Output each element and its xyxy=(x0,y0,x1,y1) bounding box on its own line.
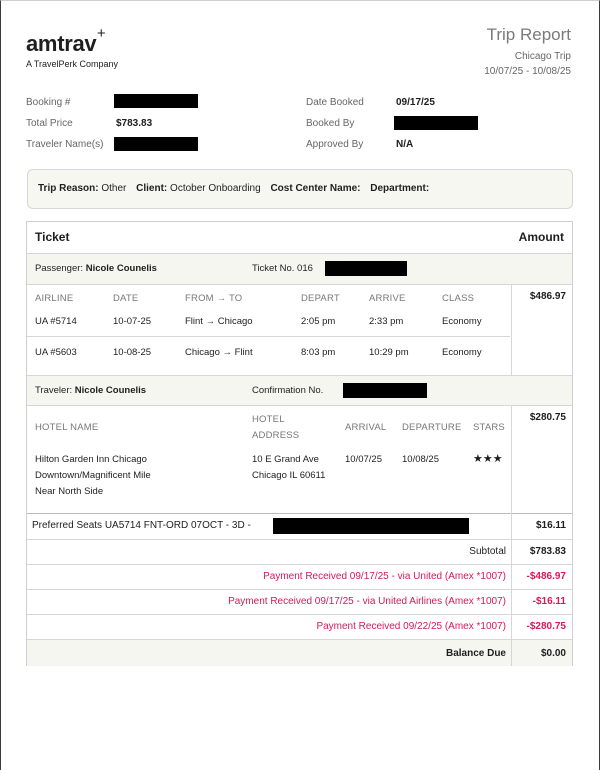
traveler-row xyxy=(27,376,572,405)
traveler-names-label: Traveler Name(s) xyxy=(26,139,104,150)
ticket-column-header: Ticket xyxy=(35,230,70,244)
leg-class: Economy xyxy=(442,347,482,358)
trip-reason-label: Trip Reason: xyxy=(38,183,99,194)
col-hotel-name: HOTEL NAME xyxy=(35,422,99,433)
hotel-name-line1: Hilton Garden Inn Chicago xyxy=(35,454,147,465)
payment-amount: -$280.75 xyxy=(526,621,566,632)
divider xyxy=(511,513,512,666)
seats-redacted xyxy=(273,518,469,534)
col-airline: AIRLINE xyxy=(35,293,74,304)
amtrav-logo xyxy=(26,25,119,69)
balance-due-label: Balance Due xyxy=(445,648,506,659)
ticket-number-label: Ticket No. 016 xyxy=(252,263,313,274)
client-label: Client: xyxy=(136,183,168,194)
leg-depart: 2:05 pm xyxy=(301,316,336,327)
department-label: Department: xyxy=(370,183,430,194)
leg-arrive: 2:33 pm xyxy=(369,316,404,327)
traveler-name: Nicole Counelis xyxy=(74,385,147,396)
divider xyxy=(27,405,572,406)
date-booked-label: Date Booked xyxy=(306,97,364,108)
hotel-address-line2: Chicago IL 60611 xyxy=(252,470,326,481)
leg-airline: UA #5603 xyxy=(35,347,77,358)
payment-line: Payment Received 09/17/25 - via United (Amex *1007) xyxy=(263,571,506,582)
passenger-label: Passenger: Nicole Counelis xyxy=(35,263,157,274)
col-arrive: ARRIVE xyxy=(369,293,406,304)
col-from-to: FROM → TO xyxy=(185,293,243,304)
divider xyxy=(27,284,572,285)
amount-column-header: Amount xyxy=(518,230,564,244)
leg-route: Chicago → Flint xyxy=(185,347,253,358)
divider xyxy=(511,284,512,376)
traveler-names-redacted xyxy=(114,137,198,151)
booking-meta-left xyxy=(26,97,286,157)
passenger-name: Nicole Counelis xyxy=(85,263,157,274)
payment-amount: -$486.97 xyxy=(526,571,566,582)
client-value: October Onboarding xyxy=(170,183,261,194)
col-stars: STARS xyxy=(473,422,505,433)
col-hotel-address-line2: ADDRESS xyxy=(252,430,300,441)
divider xyxy=(27,564,572,565)
ticket-number-redacted xyxy=(325,261,407,276)
leg-class: Economy xyxy=(442,316,482,327)
hotel-amount: $280.75 xyxy=(529,412,566,423)
star-rating-icon: ★★★ xyxy=(473,453,503,465)
approved-by-value: N/A xyxy=(396,139,414,150)
col-depart: DEPART xyxy=(301,293,340,304)
report-title: Trip Report xyxy=(486,25,571,44)
booked-by-redacted xyxy=(394,116,478,130)
hotel-name-line2: Downtown/Magnificent Mile xyxy=(35,470,151,481)
divider xyxy=(27,513,572,514)
hotel-address-line1: 10 E Grand Ave xyxy=(252,454,319,465)
leg-depart: 8:03 pm xyxy=(301,347,336,358)
leg-route: Flint → Chicago xyxy=(185,316,253,327)
booking-number-redacted xyxy=(114,94,198,108)
trip-date-range: 10/07/25 - 10/08/25 xyxy=(484,66,571,77)
confirmation-label: Confirmation No. xyxy=(252,385,324,396)
balance-due-amount: $0.00 xyxy=(540,648,566,659)
confirmation-number-redacted xyxy=(343,383,427,398)
col-date: DATE xyxy=(113,293,139,304)
payment-amount: -$16.11 xyxy=(532,596,566,607)
cost-center-label: Cost Center Name: xyxy=(270,183,361,194)
total-price-label: Total Price xyxy=(26,118,73,129)
booking-meta-right xyxy=(306,97,566,157)
hotel-name-line3: Near North Side xyxy=(35,486,104,497)
col-hotel-address-line1: HOTEL xyxy=(252,414,285,425)
flight-amount: $486.97 xyxy=(529,291,566,302)
divider xyxy=(27,589,572,590)
divider xyxy=(27,336,510,337)
leg-arrive: 10:29 pm xyxy=(369,347,409,358)
col-class: CLASS xyxy=(442,293,475,304)
payment-line: Payment Received 09/17/25 - via United Airlines (Amex *1007) xyxy=(228,596,506,607)
trip-reason-box xyxy=(27,169,573,209)
trip-name: Chicago Trip xyxy=(514,51,571,62)
preferred-seats-text: Preferred Seats UA5714 FNT-ORD 07OCT - 3D - xyxy=(32,520,251,531)
booking-number-label: Booking # xyxy=(26,97,71,108)
balance-row xyxy=(27,640,572,666)
logo-plus-icon: + xyxy=(96,25,106,42)
col-arrival: ARRIVAL xyxy=(345,422,387,433)
logo-wordmark xyxy=(26,25,106,57)
charges-table xyxy=(26,221,573,666)
divider xyxy=(27,614,572,615)
trip-reason-value: Other xyxy=(101,183,127,194)
approved-by-label: Approved By xyxy=(306,139,364,150)
logo-tagline: A TravelPerk Company xyxy=(26,59,119,69)
hotel-departure: 10/08/25 xyxy=(402,454,439,465)
passenger-row xyxy=(27,254,572,284)
col-departure: DEPARTURE xyxy=(402,422,462,433)
payment-line: Payment Received 09/22/25 (Amex *1007) xyxy=(316,621,506,632)
logo-word-text: amtrav xyxy=(26,31,97,56)
hotel-arrival: 10/07/25 xyxy=(345,454,382,465)
traveler-label: Traveler: Nicole Counelis xyxy=(35,385,147,396)
booked-by-label: Booked By xyxy=(306,118,355,129)
total-price-value: $783.83 xyxy=(116,118,153,129)
subtotal-label: Subtotal xyxy=(469,546,506,557)
date-booked-value: 09/17/25 xyxy=(396,97,435,108)
divider xyxy=(27,539,572,540)
leg-date: 10-08-25 xyxy=(113,347,152,358)
leg-airline: UA #5714 xyxy=(35,316,77,327)
divider xyxy=(511,405,512,513)
leg-date: 10-07-25 xyxy=(113,316,152,327)
seats-amount: $16.11 xyxy=(535,520,566,531)
subtotal-amount: $783.83 xyxy=(529,546,566,557)
report-header xyxy=(484,25,571,79)
